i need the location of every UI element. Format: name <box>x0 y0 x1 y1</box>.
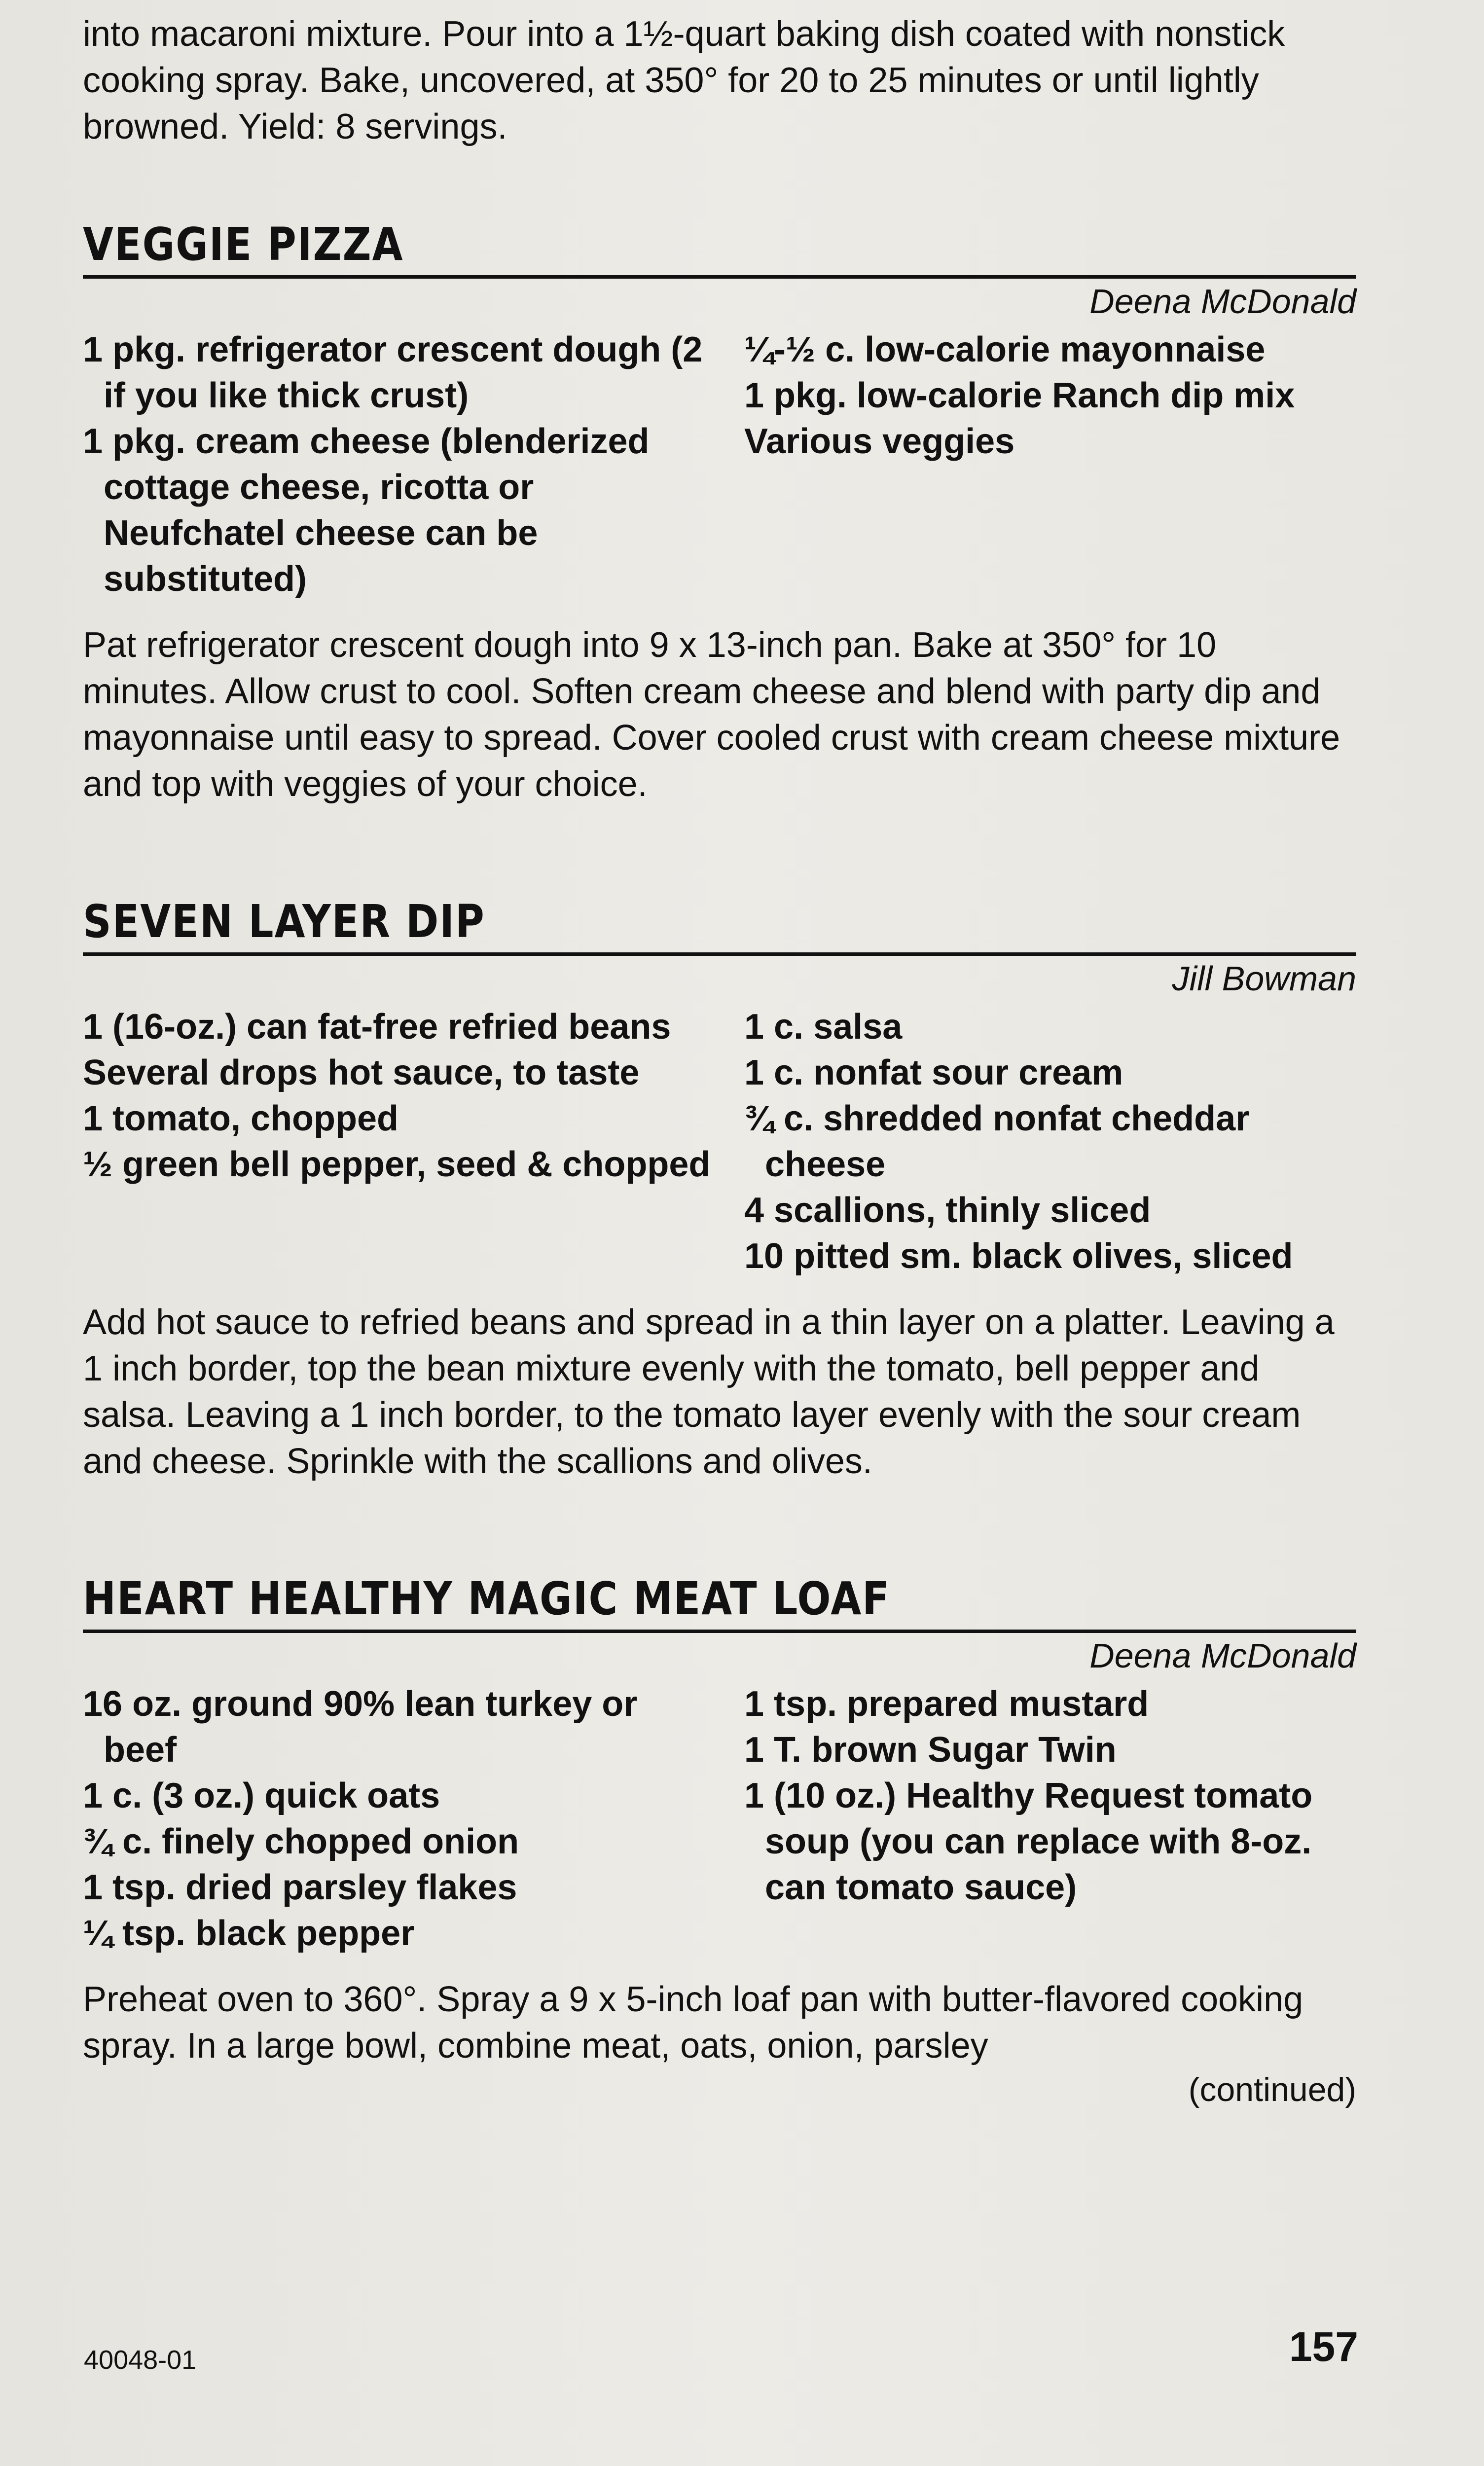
ingredient-column-right <box>720 327 1356 602</box>
ingredient-list <box>83 327 1356 602</box>
continued-label: (continued) <box>1188 2071 1356 2108</box>
ingredient: 1 tomato, chopped <box>83 1099 399 1138</box>
ingredient: 1 (16-oz.) can fat-free refried beans <box>83 1007 671 1047</box>
ingredient-column-right <box>720 1681 1356 1957</box>
recipe-seven-layer-dip <box>83 895 1356 1485</box>
ingredient: 16 oz. ground 90% lean turkey or beef <box>83 1684 638 1770</box>
ingredient: ½ green bell pepper, seed & chopped <box>83 1145 711 1184</box>
page-number: 157 <box>1289 2323 1358 2370</box>
ingredient: 1 tsp. prepared mustard <box>744 1684 1149 1724</box>
divider <box>83 952 1356 956</box>
recipe-veggie-pizza <box>83 218 1356 807</box>
recipe-author: Deena McDonald <box>1089 1636 1356 1675</box>
ingredient: 10 pitted sm. black olives, sliced <box>744 1236 1293 1276</box>
ingredient: 1 c. (3 oz.) quick oats <box>83 1776 440 1815</box>
ingredient-list <box>83 1681 1356 1957</box>
recipe-author: Jill Bowman <box>1172 959 1356 998</box>
ingredient: 1 pkg. low-calorie Ranch dip mix <box>744 376 1295 415</box>
recipe-title: SEVEN LAYER DIP <box>83 895 485 948</box>
ingredient-column-left <box>83 327 720 602</box>
ingredient: 1 T. brown Sugar Twin <box>744 1730 1117 1770</box>
ingredient: 1 (10 oz.) Healthy Request tomato soup (you can replace with 8-oz. can tomato sauce) <box>744 1776 1313 1907</box>
recipe-directions: Pat refrigerator crescent dough into 9 x 13-inch pan. Bake at 350° for 10 minutes. Allow crust to cool. Soften cream cheese and blend with party dip and mayonnaise until easy to spread. Cover cooled crust with cream cheese mixture and top with veggies of your choice. <box>83 625 1340 804</box>
ingredient-column-left <box>83 1681 720 1957</box>
divider <box>83 275 1356 279</box>
ingredient-list <box>83 1004 1356 1279</box>
footer-code: 40048-01 <box>84 2345 197 2375</box>
divider <box>83 1630 1356 1633</box>
recipe-meat-loaf <box>83 1572 1356 2110</box>
ingredient-column-left <box>83 1004 720 1279</box>
recipe-directions: Preheat oven to 360°. Spray a 9 x 5-inch loaf pan with butter-flavored cooking spray. In a large bowl, combine meat, oats, onion, parsley <box>83 1980 1303 2066</box>
ingredient-column-right <box>720 1004 1356 1279</box>
ingredient: Several drops hot sauce, to taste <box>83 1053 640 1092</box>
recipe-directions: Add hot sauce to refried beans and spread in a thin layer on a platter. Leaving a 1 inch border, top the bean mixture evenly with the tomato, bell pepper and salsa. Leaving a 1 inch border, to the tomato layer evenly with the sour cream and cheese. Sprinkle with the scallions and olives. <box>83 1303 1335 1481</box>
ingredient: ¾ c. shredded nonfat cheddar cheese <box>744 1099 1250 1184</box>
ingredient: 1 pkg. cream cheese (blenderized cottage cheese, ricotta or Neufchatel cheese can be substituted) <box>83 422 650 599</box>
ingredient: ¾ c. finely chopped onion <box>83 1822 519 1861</box>
ingredient: ¼-½ c. low-calorie mayonnaise <box>744 330 1266 369</box>
ingredient: 4 scallions, thinly sliced <box>744 1191 1151 1230</box>
ingredient: 1 c. nonfat sour cream <box>744 1053 1123 1092</box>
ingredient: 1 pkg. refrigerator crescent dough (2 if you like thick crust) <box>83 330 703 415</box>
recipe-title: VEGGIE PIZZA <box>83 218 404 271</box>
recipe-author: Deena McDonald <box>1089 282 1356 321</box>
intro-paragraph: into macaroni mixture. Pour into a 1½-quart baking dish coated with nonstick cooking spray. Bake, uncovered, at 350° for 20 to 25 minutes or until lightly browned. Yield: 8 servings. <box>83 14 1285 146</box>
ingredient: ¼ tsp. black pepper <box>83 1914 415 1953</box>
ingredient: 1 tsp. dried parsley flakes <box>83 1868 517 1907</box>
ingredient: Various veggies <box>744 422 1015 461</box>
recipe-title: HEART HEALTHY MAGIC MEAT LOAF <box>83 1572 890 1625</box>
ingredient: 1 c. salsa <box>744 1007 903 1047</box>
